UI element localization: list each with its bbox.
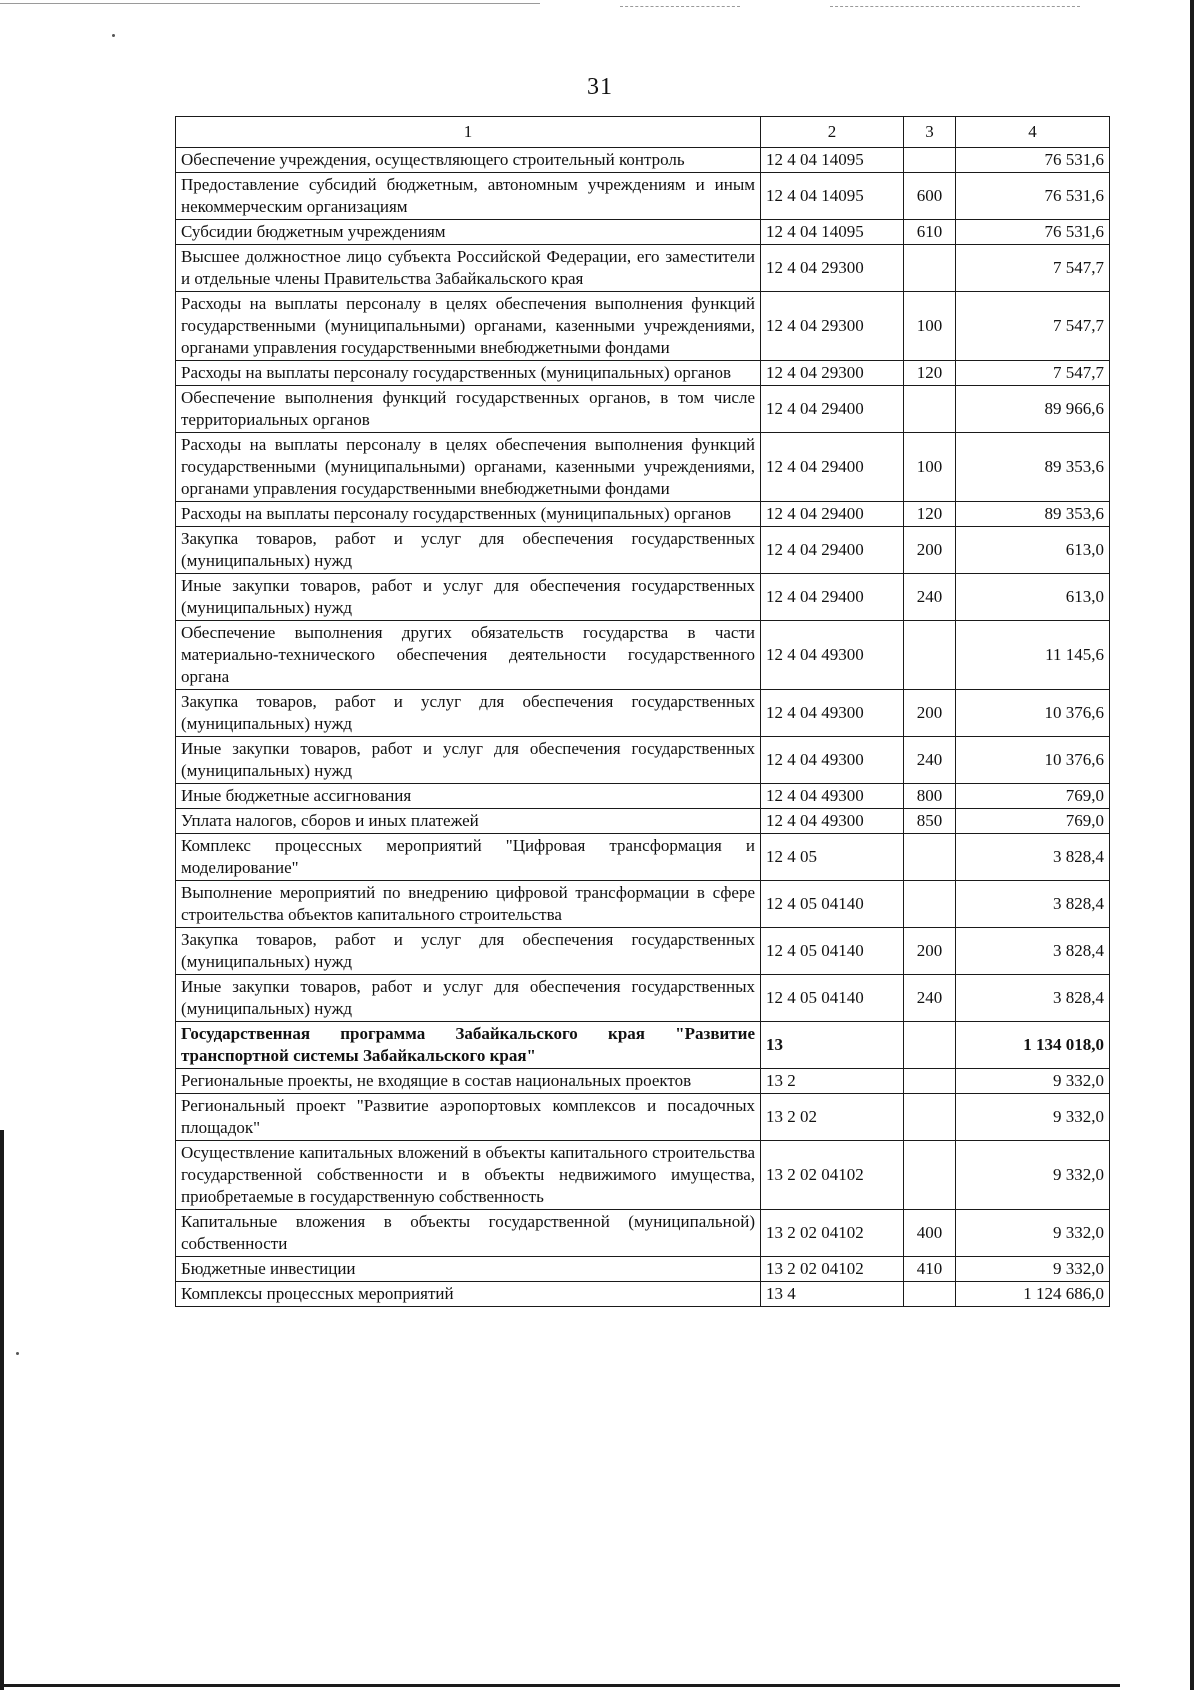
row-code-cell: 13 4	[761, 1282, 904, 1307]
row-type-cell	[904, 386, 956, 433]
row-code-cell: 12 4 05	[761, 834, 904, 881]
row-type-cell: 240	[904, 574, 956, 621]
row-code-cell: 12 4 05 04140	[761, 928, 904, 975]
row-amount-cell: 76 531,6	[956, 220, 1110, 245]
row-name-cell: Предоставление субсидий бюджетным, автономным учреждениям и иным некоммерческим организациям	[176, 173, 761, 220]
table-row	[176, 1141, 1110, 1210]
row-amount-cell: 7 547,7	[956, 245, 1110, 292]
row-name-cell: Расходы на выплаты персоналу в целях обеспечения выполнения функций государственными (муниципальными) органами, казенными учреждениями, органами управления государственными внебюджетными фондами	[176, 292, 761, 361]
row-amount-cell: 7 547,7	[956, 292, 1110, 361]
row-code-cell: 12 4 04 29300	[761, 292, 904, 361]
row-name-cell: Иные бюджетные ассигнования	[176, 784, 761, 809]
row-amount-cell: 89 966,6	[956, 386, 1110, 433]
table-row	[176, 292, 1110, 361]
row-amount-cell: 9 332,0	[956, 1257, 1110, 1282]
scan-edge-top	[0, 3, 540, 4]
row-name-cell: Осуществление капитальных вложений в объекты капитального строительства государственной собственности и в объекты недвижимого имущества, приобретаемые в государственную собственность	[176, 1141, 761, 1210]
table-header-row	[176, 117, 1110, 148]
row-code-cell: 12 4 04 29400	[761, 527, 904, 574]
row-amount-cell: 89 353,6	[956, 433, 1110, 502]
row-name-cell: Субсидии бюджетным учреждениям	[176, 220, 761, 245]
row-code-cell: 13 2 02	[761, 1094, 904, 1141]
row-amount-cell: 769,0	[956, 809, 1110, 834]
row-name-cell: Региональные проекты, не входящие в состав национальных проектов	[176, 1069, 761, 1094]
row-code-cell: 12 4 04 29400	[761, 502, 904, 527]
table-row	[176, 1094, 1110, 1141]
row-code-cell: 13 2 02 04102	[761, 1257, 904, 1282]
header-cell: 4	[956, 117, 1110, 148]
row-type-cell: 410	[904, 1257, 956, 1282]
table-row	[176, 1022, 1110, 1069]
row-name-cell: Региональный проект "Развитие аэропортовых комплексов и посадочных площадок"	[176, 1094, 761, 1141]
table-row	[176, 173, 1110, 220]
row-amount-cell: 10 376,6	[956, 737, 1110, 784]
row-amount-cell: 11 145,6	[956, 621, 1110, 690]
row-type-cell	[904, 1141, 956, 1210]
scan-speck	[112, 34, 115, 37]
table-row	[176, 220, 1110, 245]
row-code-cell: 12 4 04 49300	[761, 737, 904, 784]
row-type-cell: 240	[904, 975, 956, 1022]
scan-edge-bottom	[0, 1684, 1120, 1687]
row-type-cell: 610	[904, 220, 956, 245]
row-amount-cell: 3 828,4	[956, 881, 1110, 928]
table-row	[176, 975, 1110, 1022]
scan-edge-dash	[830, 6, 1080, 7]
table-row	[176, 433, 1110, 502]
table-row	[176, 621, 1110, 690]
row-amount-cell: 769,0	[956, 784, 1110, 809]
row-type-cell: 120	[904, 502, 956, 527]
row-type-cell: 850	[904, 809, 956, 834]
row-name-cell: Обеспечение выполнения других обязательств государства в части материально-технического обеспечения деятельности государственного органа	[176, 621, 761, 690]
row-type-cell: 200	[904, 690, 956, 737]
row-type-cell	[904, 1282, 956, 1307]
row-amount-cell: 7 547,7	[956, 361, 1110, 386]
row-name-cell: Иные закупки товаров, работ и услуг для обеспечения государственных (муниципальных) нужд	[176, 975, 761, 1022]
table-row	[176, 809, 1110, 834]
row-amount-cell: 10 376,6	[956, 690, 1110, 737]
row-code-cell: 12 4 05 04140	[761, 881, 904, 928]
row-name-cell: Расходы на выплаты персоналу в целях обеспечения выполнения функций государственными (муниципальными) органами, казенными учреждениями, органами управления государственными внебюджетными фондами	[176, 433, 761, 502]
row-name-cell: Закупка товаров, работ и услуг для обеспечения государственных (муниципальных) нужд	[176, 928, 761, 975]
table-row	[176, 148, 1110, 173]
row-code-cell: 13 2 02 04102	[761, 1210, 904, 1257]
scan-speck	[16, 1352, 19, 1355]
table-row	[176, 881, 1110, 928]
row-name-cell: Закупка товаров, работ и услуг для обеспечения государственных (муниципальных) нужд	[176, 690, 761, 737]
budget-table	[175, 116, 1110, 1307]
row-type-cell	[904, 148, 956, 173]
row-code-cell: 12 4 04 49300	[761, 784, 904, 809]
row-name-cell: Комплексы процессных мероприятий	[176, 1282, 761, 1307]
row-type-cell	[904, 245, 956, 292]
row-type-cell: 200	[904, 527, 956, 574]
row-name-cell: Капитальные вложения в объекты государственной (муниципальной) собственности	[176, 1210, 761, 1257]
row-code-cell: 13 2	[761, 1069, 904, 1094]
header-cell: 3	[904, 117, 956, 148]
row-code-cell: 12 4 04 29400	[761, 574, 904, 621]
scan-edge-dash	[620, 6, 740, 7]
row-name-cell: Уплата налогов, сборов и иных платежей	[176, 809, 761, 834]
table-row	[176, 1282, 1110, 1307]
row-name-cell: Расходы на выплаты персоналу государственных (муниципальных) органов	[176, 361, 761, 386]
row-type-cell	[904, 1069, 956, 1094]
row-amount-cell: 613,0	[956, 574, 1110, 621]
row-code-cell: 13 2 02 04102	[761, 1141, 904, 1210]
row-amount-cell: 1 134 018,0	[956, 1022, 1110, 1069]
row-name-cell: Обеспечение учреждения, осуществляющего строительный контроль	[176, 148, 761, 173]
row-type-cell	[904, 621, 956, 690]
table-row	[176, 502, 1110, 527]
table-row	[176, 1257, 1110, 1282]
row-code-cell: 12 4 04 29400	[761, 386, 904, 433]
row-amount-cell: 613,0	[956, 527, 1110, 574]
row-type-cell: 100	[904, 292, 956, 361]
row-name-cell: Иные закупки товаров, работ и услуг для обеспечения государственных (муниципальных) нужд	[176, 574, 761, 621]
row-name-cell: Закупка товаров, работ и услуг для обеспечения государственных (муниципальных) нужд	[176, 527, 761, 574]
row-amount-cell: 89 353,6	[956, 502, 1110, 527]
row-amount-cell: 9 332,0	[956, 1069, 1110, 1094]
row-name-cell: Комплекс процессных мероприятий "Цифровая трансформация и моделирование"	[176, 834, 761, 881]
row-amount-cell: 3 828,4	[956, 928, 1110, 975]
row-code-cell: 12 4 04 49300	[761, 621, 904, 690]
row-type-cell: 800	[904, 784, 956, 809]
row-code-cell: 12 4 04 49300	[761, 809, 904, 834]
row-type-cell: 400	[904, 1210, 956, 1257]
row-type-cell: 120	[904, 361, 956, 386]
scan-edge-left	[0, 1130, 4, 1690]
table-row	[176, 1210, 1110, 1257]
table-body	[176, 148, 1110, 1307]
row-name-cell: Бюджетные инвестиции	[176, 1257, 761, 1282]
row-type-cell: 200	[904, 928, 956, 975]
row-amount-cell: 9 332,0	[956, 1094, 1110, 1141]
table-row	[176, 784, 1110, 809]
row-amount-cell: 1 124 686,0	[956, 1282, 1110, 1307]
row-amount-cell: 3 828,4	[956, 975, 1110, 1022]
row-type-cell: 240	[904, 737, 956, 784]
row-type-cell	[904, 1094, 956, 1141]
row-amount-cell: 9 332,0	[956, 1210, 1110, 1257]
row-name-cell: Расходы на выплаты персоналу государственных (муниципальных) органов	[176, 502, 761, 527]
row-type-cell: 100	[904, 433, 956, 502]
row-code-cell: 12 4 04 29400	[761, 433, 904, 502]
row-type-cell: 600	[904, 173, 956, 220]
table-row	[176, 834, 1110, 881]
row-code-cell: 12 4 04 14095	[761, 220, 904, 245]
row-amount-cell: 76 531,6	[956, 148, 1110, 173]
row-code-cell: 12 4 04 49300	[761, 690, 904, 737]
header-cell: 2	[761, 117, 904, 148]
table-row	[176, 690, 1110, 737]
table-row	[176, 386, 1110, 433]
row-name-cell: Выполнение мероприятий по внедрению цифровой трансформации в сфере строительства объектов капитального строительства	[176, 881, 761, 928]
row-amount-cell: 76 531,6	[956, 173, 1110, 220]
row-code-cell: 12 4 04 14095	[761, 173, 904, 220]
table-row	[176, 1069, 1110, 1094]
row-code-cell: 12 4 04 29300	[761, 361, 904, 386]
row-type-cell	[904, 1022, 956, 1069]
row-amount-cell: 9 332,0	[956, 1141, 1110, 1210]
row-code-cell: 12 4 04 14095	[761, 148, 904, 173]
scan-edge-right	[1190, 0, 1194, 1690]
row-name-cell: Обеспечение выполнения функций государственных органов, в том числе территориальных органов	[176, 386, 761, 433]
row-code-cell: 12 4 05 04140	[761, 975, 904, 1022]
table-row	[176, 527, 1110, 574]
row-name-cell: Высшее должностное лицо субъекта Российской Федерации, его заместители и отдельные члены Правительства Забайкальского края	[176, 245, 761, 292]
row-type-cell	[904, 881, 956, 928]
header-cell: 1	[176, 117, 761, 148]
row-amount-cell: 3 828,4	[956, 834, 1110, 881]
table-row	[176, 737, 1110, 784]
table-row	[176, 928, 1110, 975]
table-row	[176, 361, 1110, 386]
row-name-cell: Государственная программа Забайкальского края "Развитие транспортной системы Забайкальского края"	[176, 1022, 761, 1069]
row-code-cell: 12 4 04 29300	[761, 245, 904, 292]
table-row	[176, 245, 1110, 292]
table-row	[176, 574, 1110, 621]
row-type-cell	[904, 834, 956, 881]
row-code-cell: 13	[761, 1022, 904, 1069]
row-name-cell: Иные закупки товаров, работ и услуг для обеспечения государственных (муниципальных) нужд	[176, 737, 761, 784]
page-number: 31	[587, 74, 613, 100]
